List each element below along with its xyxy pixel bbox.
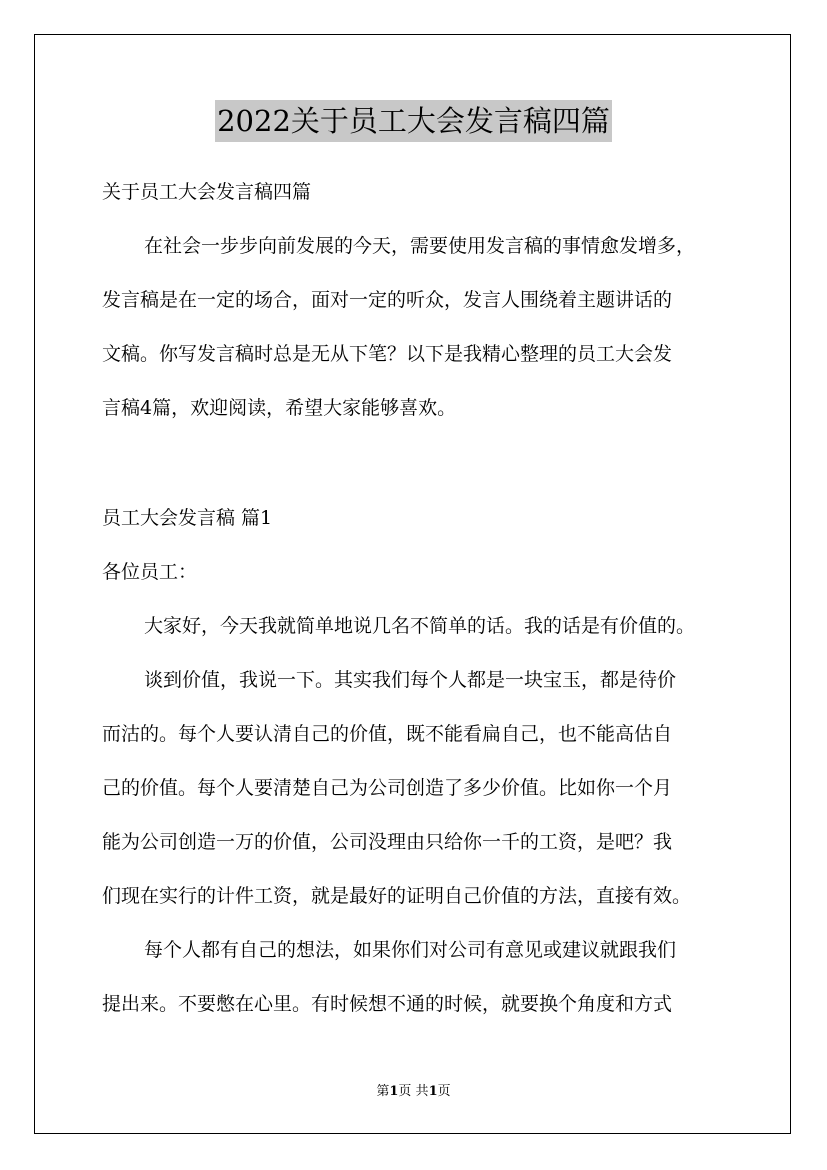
- page-total: 1: [428, 1084, 438, 1099]
- body-paragraph-line: 而沽的。每个人要认清自己的价值，既不能看扁自己，也不能高估自: [102, 723, 673, 745]
- intro-paragraph-line: 文稿。你写发言稿时总是无从下笔？以下是我精心整理的员工大会发: [102, 343, 673, 365]
- intro-paragraph-line: 言稿4篇，欢迎阅读，希望大家能够喜欢。: [102, 397, 457, 419]
- body-paragraph-line: 大家好，今天我就简单地说几名不简单的话。我的话是有价值的。: [144, 615, 696, 637]
- salutation: 各位员工：: [102, 561, 198, 583]
- body-paragraph-line: 每个人都有自己的想法，如果你们对公司有意见或建议就跟我们: [144, 939, 677, 961]
- intro-paragraph-line: 在社会一步步向前发展的今天，需要使用发言稿的事情愈发增多，: [144, 235, 696, 257]
- page-number: 1: [389, 1084, 399, 1099]
- body-paragraph-line: 能为公司创造一万的价值，公司没理由只给你一千的工资，是吧？我: [102, 831, 673, 853]
- title-container: [0, 100, 827, 142]
- document-title: 2022关于员工大会发言稿四篇: [215, 100, 612, 142]
- page-footer: [0, 1083, 827, 1101]
- body-paragraph-line: 们现在实行的计件工资，就是最好的证明自己价值的方法，直接有效。: [102, 885, 692, 907]
- body-paragraph-line: 提出来。不要憋在心里。有时候想不通的时候，就要换个角度和方式: [102, 993, 673, 1015]
- section-heading: 员工大会发言稿 篇1: [102, 507, 273, 529]
- body-paragraph-line: 谈到价值，我说一下。其实我们每个人都是一块宝玉，都是待价: [144, 669, 677, 691]
- body-paragraph-line: 己的价值。每个人要清楚自己为公司创造了多少价值。比如你一个月: [102, 777, 673, 799]
- page-label-suffix: 页: [437, 1084, 451, 1099]
- subtitle: 关于员工大会发言稿四篇: [102, 181, 312, 203]
- page-label-prefix: 第: [376, 1084, 390, 1099]
- intro-paragraph-line: 发言稿是在一定的场合，面对一定的听众，发言人围绕着主题讲话的: [102, 289, 673, 311]
- page-label-mid: 页 共: [398, 1084, 429, 1099]
